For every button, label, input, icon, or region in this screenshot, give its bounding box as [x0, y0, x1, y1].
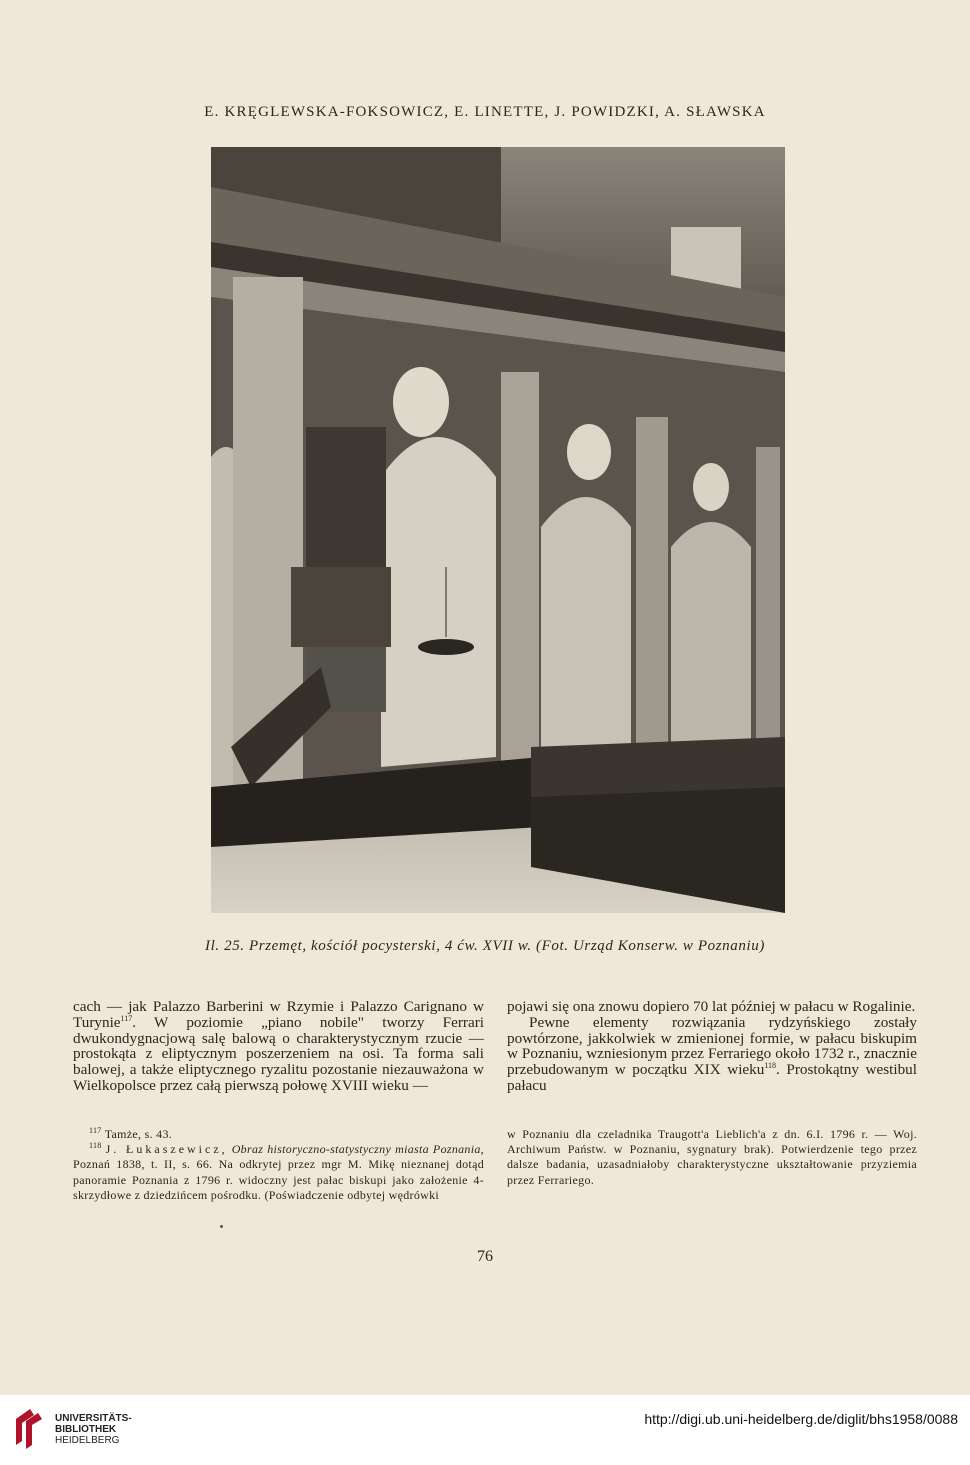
body-text: cach — jak Palazzo Barberini w Rzymie i Palazzo Carignano w Turynie — [73, 998, 484, 1031]
figure-caption: Il. 25. Przemęt, kościół pocysterski, 4 ćw. XVII w. (Fot. Urząd Konserw. w Poznaniu) — [205, 938, 765, 954]
footnote-number: 117 — [89, 1126, 102, 1135]
permalink-url[interactable]: http://digi.ub.uni-heidelberg.de/diglit/bhs1958/0088 — [644, 1411, 958, 1427]
page-speck — [220, 1225, 223, 1228]
body-column-right — [507, 999, 917, 1094]
church-interior-photo — [211, 147, 785, 913]
body-column-left — [73, 999, 484, 1094]
library-name-line: HEIDELBERG — [55, 1435, 120, 1446]
footnotes-left — [73, 1127, 484, 1203]
body-text: . Prostokątny westibul pałacu — [507, 1061, 917, 1094]
body-text: Pewne elementy rozwiązania rydzyńskiego zostały powtórzone, jakkolwiek w zmienionej formie, w pałacu biskupim w Poznaniu, wzniesionym przez Ferrariego około 1732 r., znacznie przebudowanym w początku XIX wieku — [507, 1013, 917, 1079]
library-logo-icon[interactable] — [8, 1405, 48, 1451]
page-number: 76 — [477, 1248, 493, 1265]
footnote-title: Obraz historyczno-statystyczny miasta Poznania, — [231, 1142, 484, 1157]
running-header: E. KRĘGLEWSKA-FOKSOWICZ, E. LINETTE, J. POWIDZKI, A. SŁAWSKA — [204, 104, 766, 120]
footnotes-right — [507, 1127, 917, 1188]
body-text: . W poziomie „piano nobile" tworzy Ferrari dwukondygnacjową salę balową o charakterystycznym rzucie — prostokąta z eliptycznym poszerzeniem na osi. Ta forma sali balowej, a także eliptycznego ryzalitu pozostanie niezauważona w Wielkopolsce przez całą pierwszą połowę XVIII wieku — — [73, 1013, 484, 1094]
footnote-continuation: w Poznaniu dla czeladnika Traugott'a Lieblich'a z dn. 6.I. 1796 r. — Woj. Archiwum Państw. w Poznaniu, sygnatury brak). Potwierdzenie tego przez dalsze badania, uzasadniałoby charakterystyczne ukształtowanie przyziemia przez Ferrariego. — [507, 1127, 917, 1187]
footnote-ref: 118 — [764, 1061, 777, 1071]
library-name-line: BIBLIOTHEK — [55, 1424, 117, 1435]
viewer-footer — [0, 1395, 970, 1465]
footnote-author: J. Łukaszewicz, — [105, 1142, 228, 1157]
footnote-text: Poznań 1838, t. II, s. 66. Na odkrytej przez mgr M. Mikę nieznanej dotąd panoramie Poznania z 1796 r. widoczny jest pałac biskupi jako założenie 4-skrzydłowe z dziedzińcem pośrodku. (Poświadczenie odbytej wędrówki — [73, 1157, 484, 1202]
footnote-ref: 117 — [120, 1013, 133, 1023]
library-name — [55, 1413, 132, 1446]
footnote-text: Tamże, s. 43. — [104, 1127, 173, 1141]
library-name-line: UNIVERSITÄTS- — [55, 1413, 132, 1424]
footnote-number: 118 — [89, 1141, 102, 1151]
body-paragraph: pojawi się ona znowu dopiero 70 lat później w pałacu w Rogalinie. — [507, 998, 916, 1015]
